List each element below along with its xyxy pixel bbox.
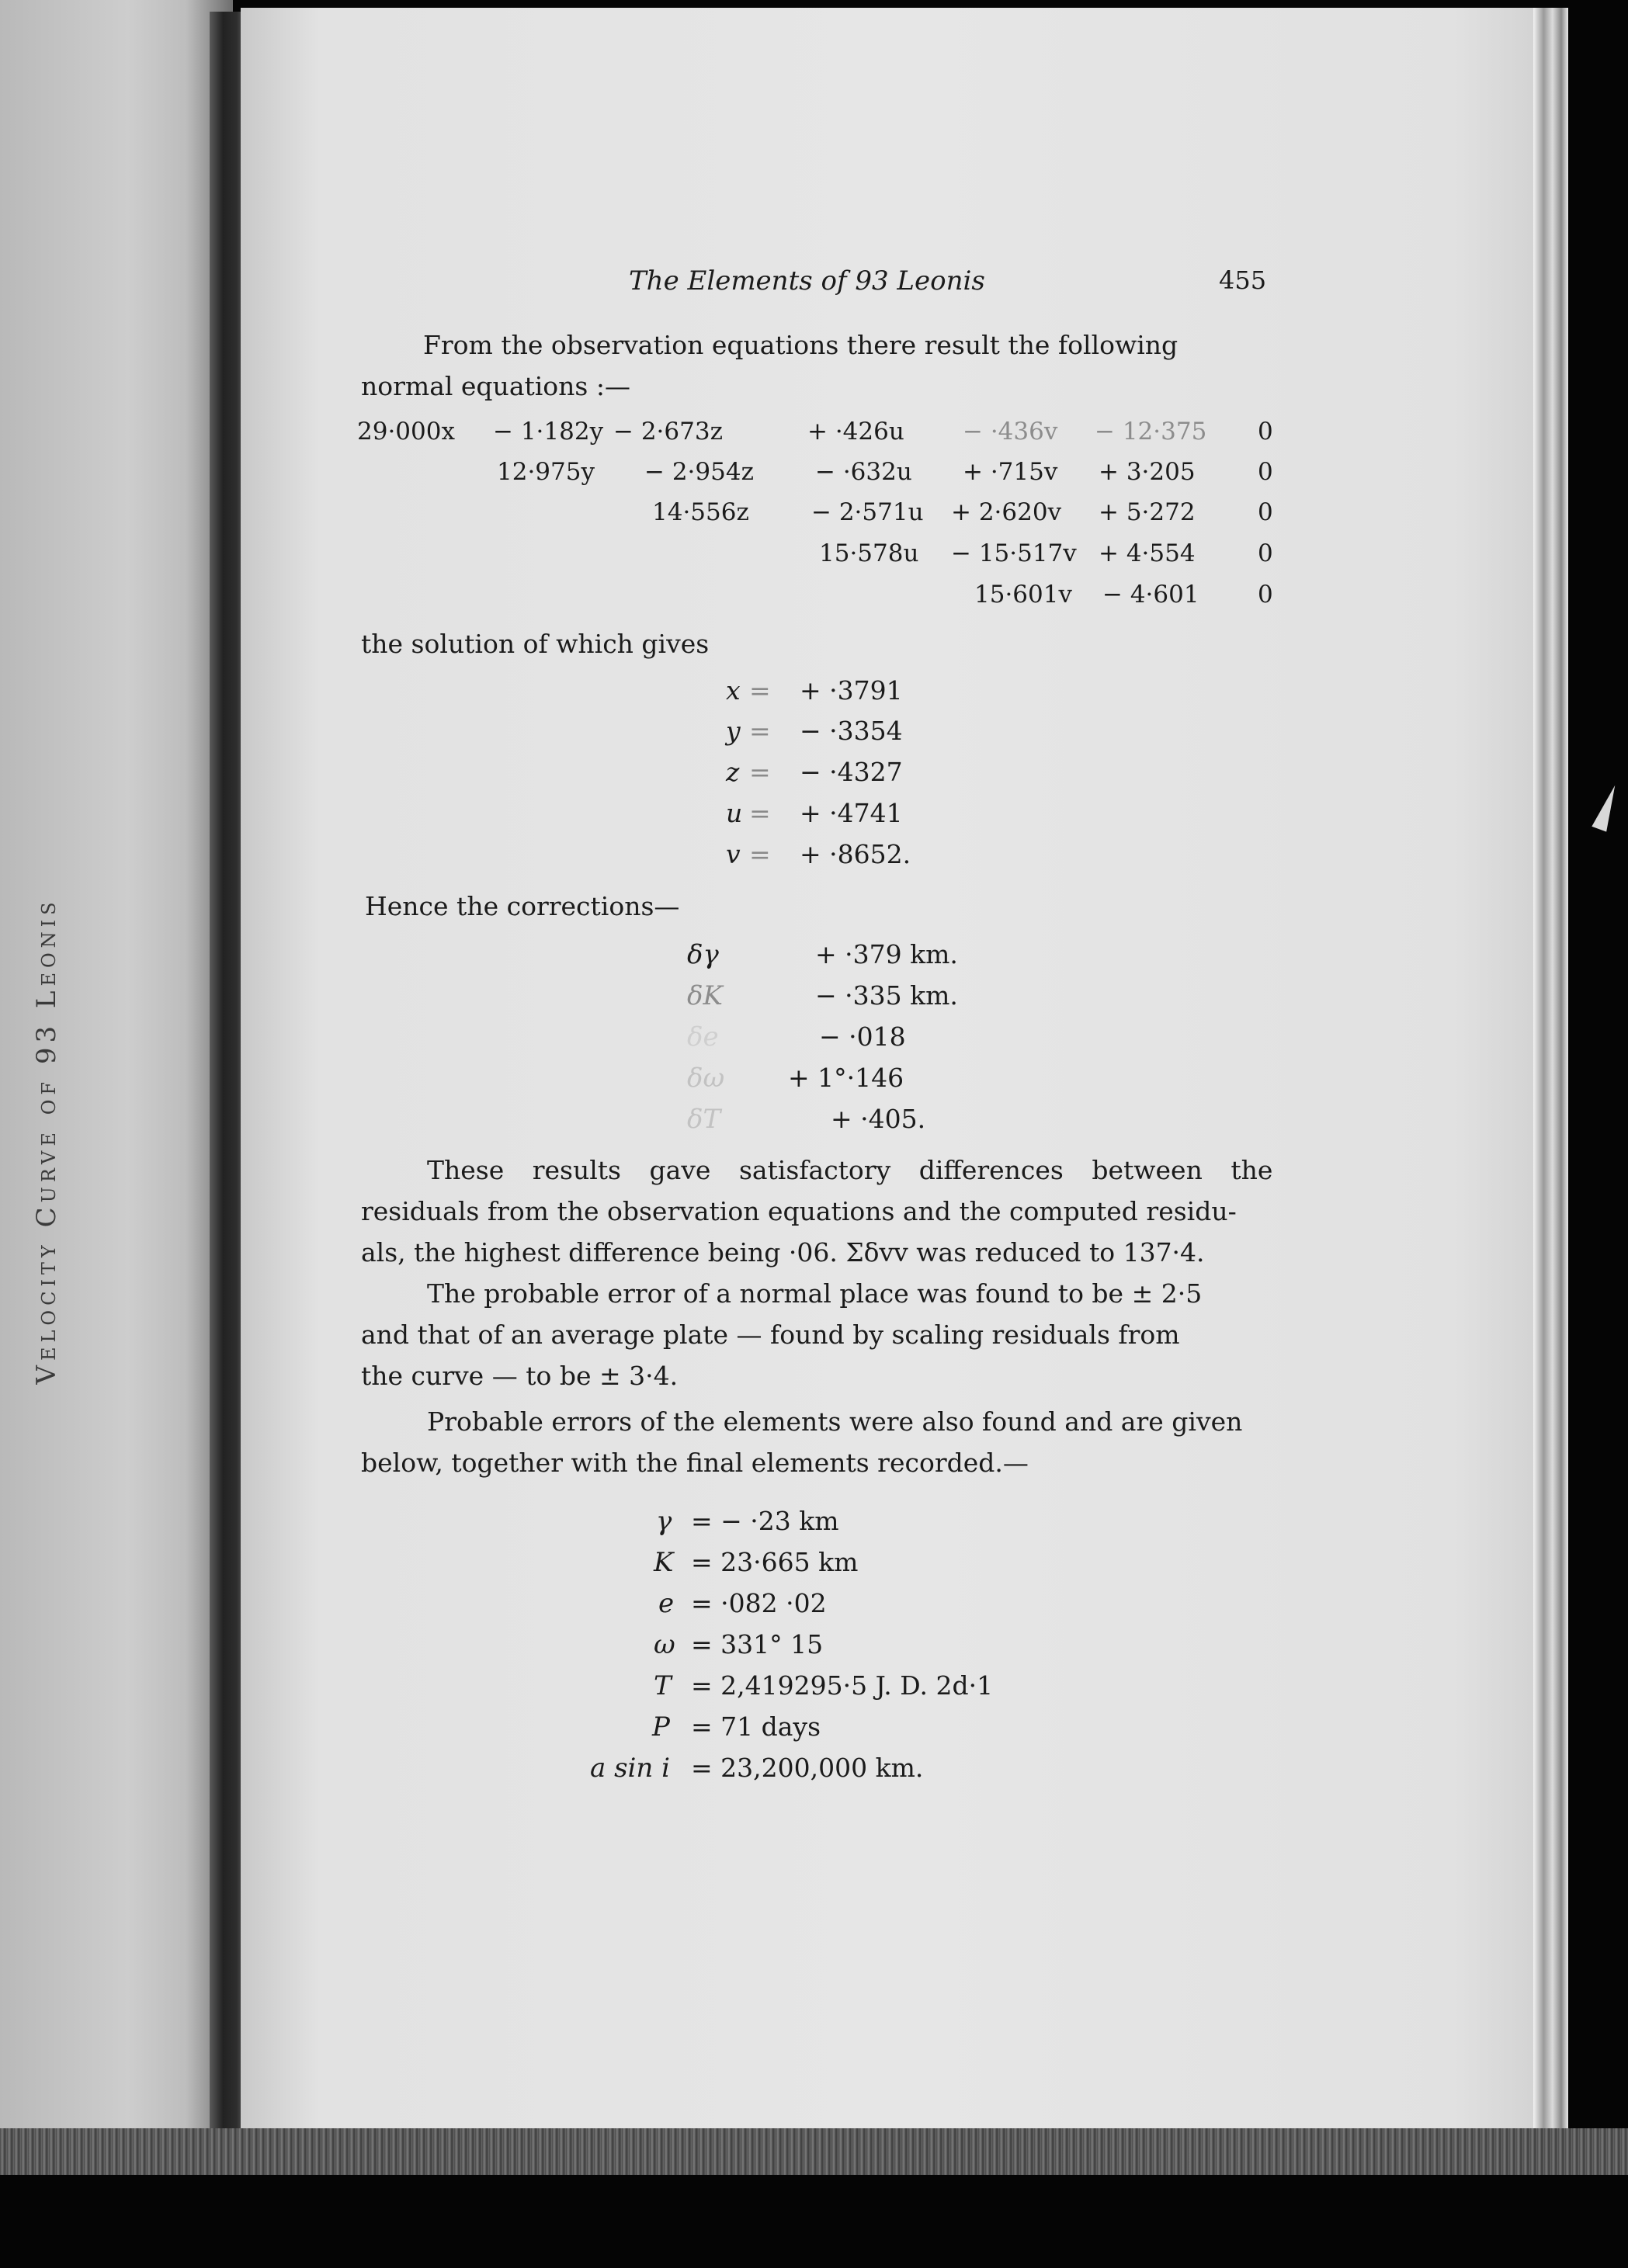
eq4-rhs: 0 [1258, 539, 1273, 567]
p2-line-2: and that of an average plate — found by scaling residuals from [361, 1320, 1180, 1350]
sol-var-x: x [726, 675, 741, 706]
page-edge [1533, 8, 1568, 2131]
elem-sym-gamma: γ [656, 1506, 672, 1537]
sol-val-x: + ·3791 [800, 675, 903, 706]
eq2-rhs: 0 [1258, 458, 1273, 486]
elem-sym-t: T [654, 1670, 672, 1701]
eq4-term-1: 15·578u [819, 539, 919, 567]
sol-var-y: y [726, 716, 741, 746]
eq3-term-4: + 5·272 [1099, 498, 1196, 526]
corr-sym-e: δe [687, 1021, 719, 1053]
edge-mark [1592, 782, 1622, 831]
elem-val-gamma: = − ·23 km [691, 1506, 839, 1536]
eq5-term-2: − 4·601 [1102, 581, 1199, 609]
elem-sym-asini: a sin i [590, 1753, 670, 1784]
eq3-rhs: 0 [1258, 498, 1273, 526]
corr-val-t: + ·405. [831, 1104, 926, 1134]
corr-val-gamma: + ·379 km. [815, 939, 958, 969]
eq3-term-1: 14·556z [652, 498, 749, 526]
sol-eq-y: = [749, 716, 771, 746]
corr-sym-omega: δω [687, 1063, 725, 1094]
eq2-term-5: + 3·205 [1099, 458, 1196, 486]
eq1-term-4: + ·426u [807, 418, 904, 446]
sol-val-u: + ·4741 [800, 798, 903, 828]
p1-line-1: These results gave satisfactory differences between the [427, 1155, 1273, 1185]
eq5-rhs: 0 [1258, 581, 1273, 609]
eq1-term-2: − 1·182y [493, 418, 604, 446]
eq4-term-2: − 15·517v [951, 539, 1077, 567]
sol-var-u: u [726, 798, 743, 828]
sol-eq-u: = [749, 798, 771, 828]
eq5-term-1: 15·601v [974, 581, 1072, 609]
left-page [0, 0, 233, 2131]
eq1-term-6: − 12·375 [1095, 418, 1207, 446]
elem-sym-p: P [652, 1711, 670, 1743]
corr-sym-gamma: δγ [687, 939, 719, 970]
p2-line-1: The probable error of a normal place was found to be ± 2·5 [427, 1278, 1203, 1309]
elem-val-omega: = 331° 15 [691, 1629, 824, 1659]
eq2-term-3: − ·632u [815, 458, 912, 486]
page-number: 455 [1219, 265, 1267, 295]
intro-line-2: normal equations :— [361, 371, 630, 401]
corr-val-e: − ·018 [819, 1021, 906, 1052]
p1-line-2: residuals from the observation equations and the computed residu- [361, 1196, 1237, 1226]
p3-line-2: below, together with the final elements recorded.— [361, 1448, 1029, 1478]
sol-eq-v: = [749, 839, 771, 869]
sol-eq-x: = [749, 675, 771, 706]
elem-val-t: = 2,419295·5 J. D. 2d·1 [691, 1670, 994, 1701]
elem-sym-k: K [654, 1547, 674, 1578]
p1-line-3: als, the highest difference being ·06. Σδvv was reduced to 137·4. [361, 1237, 1205, 1268]
book-bottom-edge [0, 2128, 1628, 2175]
eq4-term-3: + 4·554 [1099, 539, 1196, 567]
eq2-term-4: + ·715v [963, 458, 1058, 486]
solution-lead: the solution of which gives [361, 629, 710, 659]
eq2-term-2: − 2·954z [644, 458, 754, 486]
running-title: The Elements of 93 Leonis [629, 265, 985, 297]
sol-val-y: − ·3354 [800, 716, 903, 746]
sol-var-z: z [726, 757, 740, 787]
corr-val-omega: + 1°·146 [788, 1063, 904, 1093]
corrections-lead: Hence the corrections— [365, 891, 680, 921]
sol-eq-z: = [749, 757, 771, 787]
elem-val-k: = 23·665 km [691, 1547, 859, 1577]
corr-val-k: − ·335 km. [815, 980, 958, 1011]
eq3-term-2: − 2·571u [811, 498, 924, 526]
elem-sym-omega: ω [654, 1629, 675, 1660]
p3-line-1: Probable errors of the elements were also found and are given [427, 1406, 1243, 1437]
eq2-term-1: 12·975y [497, 458, 595, 486]
eq1-rhs: 0 [1258, 418, 1273, 446]
sol-val-v: + ·8652. [800, 839, 911, 869]
elem-val-e: = ·082 ·02 [691, 1588, 827, 1618]
eq1-term-3: − 2·673z [613, 418, 723, 446]
eq3-term-3: + 2·620v [951, 498, 1062, 526]
corr-sym-t: δT [687, 1104, 721, 1135]
elem-val-asini: = 23,200,000 km. [691, 1753, 924, 1783]
sol-var-v: v [726, 839, 741, 869]
eq1-term-5: − ·436v [963, 418, 1058, 446]
corr-sym-k: δK [687, 980, 723, 1011]
sol-val-z: − ·4327 [800, 757, 903, 787]
p2-line-3: the curve — to be ± 3·4. [361, 1361, 679, 1391]
elem-sym-e: e [658, 1588, 675, 1619]
intro-line-1: From the observation equations there result the following [423, 330, 1178, 360]
eq1-term-1: 29·000x [357, 418, 455, 446]
spine-running-title: Velocity Curve of 93 Leonis [31, 897, 62, 1385]
elem-val-p: = 71 days [691, 1711, 821, 1742]
